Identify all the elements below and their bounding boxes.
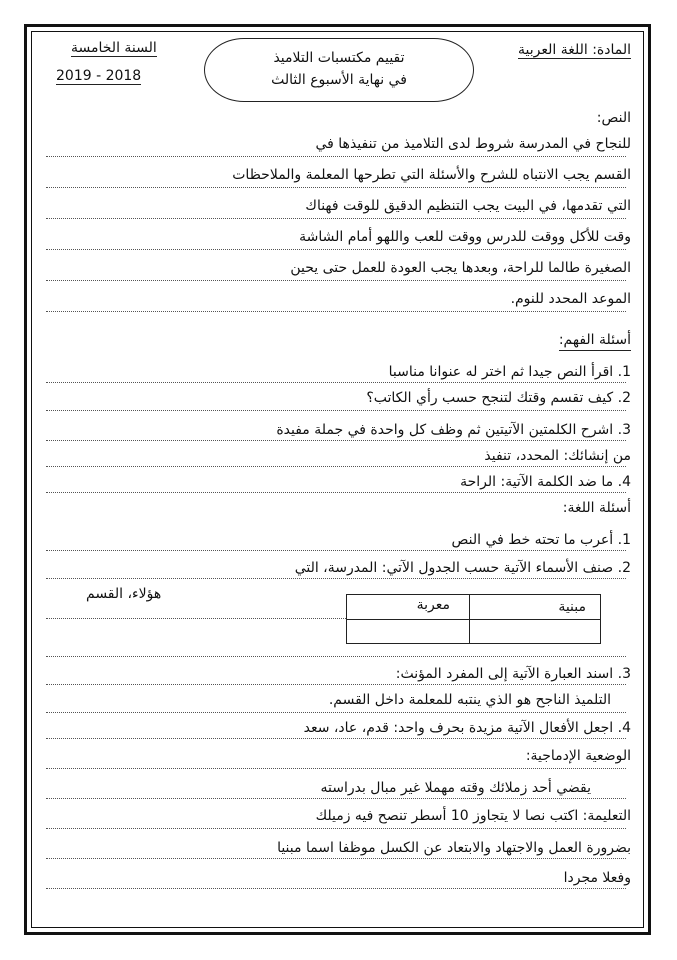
dotted-line (46, 768, 626, 769)
classification-table (346, 594, 601, 644)
language-heading: أسئلة اللغة: (562, 500, 631, 516)
comprehension-question: من إنشائك: المحدد، تنفيذ (484, 448, 631, 464)
dotted-line (46, 858, 626, 859)
dotted-line (46, 684, 626, 685)
dotted-line (46, 410, 626, 411)
dotted-line (46, 382, 626, 383)
dotted-line (46, 828, 626, 829)
dotted-line (46, 712, 626, 713)
dotted-line (46, 311, 626, 312)
text-line: وقت للأكل ووقت للدرس ووقت للعب واللهو أمام الشاشة (299, 229, 631, 245)
dotted-line (46, 798, 626, 799)
language-sentence: التلميذ الناجح هو الذي ينتبه للمعلمة داخل القسم. (328, 692, 611, 708)
dotted-line (46, 888, 626, 889)
dotted-line (46, 440, 626, 441)
language-question: هؤلاء، القسم (86, 586, 162, 602)
integration-line: بضرورة العمل والاجتهاد والابتعاد عن الكسل موظفا اسما مبنيا (277, 840, 631, 856)
language-question: 4. اجعل الأفعال الآتية مزيدة بحرف واحد: قدم، عاد، سعد (303, 720, 631, 736)
language-question: 1. أعرب ما تحته خط في النص (451, 532, 631, 548)
comprehension-heading: أسئلة الفهم: (559, 330, 631, 351)
table-header-mabniya: مبنية (558, 599, 586, 615)
text-line: الصغيرة طالما للراحة، وبعدها يجب العودة للعمل حتى يحين (290, 260, 631, 276)
integration-line: التعليمة: اكتب نصا لا يتجاوز 10 أسطر تنصح فيه زميلك (315, 808, 631, 824)
comprehension-question: 3. اشرح الكلمتين الآتيتين ثم وظف كل واحدة في جملة مفيدة (276, 422, 631, 438)
text-line: التي تقدمها، في البيت يجب التنظيم الدقيق للوقت فهناك (305, 198, 631, 214)
text-line: القسم يجب الانتباه للشرح والأسئلة التي تطرحها المعلمة والملاحظات (232, 167, 631, 183)
dotted-line (46, 492, 626, 493)
comprehension-question: 2. كيف تقسم وقتك لتنجح حسب رأي الكاتب؟ (366, 390, 631, 406)
comprehension-question: 4. ما ضد الكلمة الآتية: الراحة (460, 474, 631, 490)
integration-line: يقضي أحد زملائك وقته مهملا غير مبال بدراسته (320, 780, 591, 796)
title-bubble (204, 38, 474, 102)
exam-sheet (46, 36, 631, 916)
integration-heading: الوضعية الإدماجية: (525, 748, 631, 764)
school-year: 2019 - 2018 (56, 68, 142, 84)
dotted-line (46, 550, 626, 551)
text-line: الموعد المحدد للنوم. (510, 291, 631, 307)
comprehension-question: 1. اقرأ النص جيدا ثم اختر له عنوانا مناسبا (388, 364, 631, 380)
dotted-line (46, 738, 626, 739)
text-line: للنجاح في المدرسة شروط لدى التلاميذ من تنفيذها في (315, 136, 631, 152)
language-question: 3. اسند العبارة الآتية إلى المفرد المؤنث: (395, 666, 631, 682)
dotted-line (46, 280, 626, 281)
table-divider (347, 619, 600, 620)
dotted-line (46, 618, 346, 619)
dotted-line (46, 578, 626, 579)
text-heading: النص: (596, 110, 631, 126)
dotted-line (46, 187, 626, 188)
dotted-line (46, 156, 626, 157)
level-label: السنة الخامسة (71, 40, 157, 56)
dotted-line (46, 249, 626, 250)
language-question: 2. صنف الأسماء الآتية حسب الجدول الآتي: المدرسة، التي (294, 560, 631, 576)
title-line-2: في نهاية الأسبوع الثالث (271, 72, 407, 88)
subject-label: المادة: اللغة العربية (517, 42, 631, 58)
dotted-line (46, 656, 626, 657)
dotted-line (46, 218, 626, 219)
title-line-1: تقييم مكتسبات التلاميذ (273, 50, 405, 66)
dotted-line (46, 466, 626, 467)
table-header-muaraba: معربة (416, 597, 450, 613)
integration-line: وفعلا مجردا (563, 870, 631, 886)
